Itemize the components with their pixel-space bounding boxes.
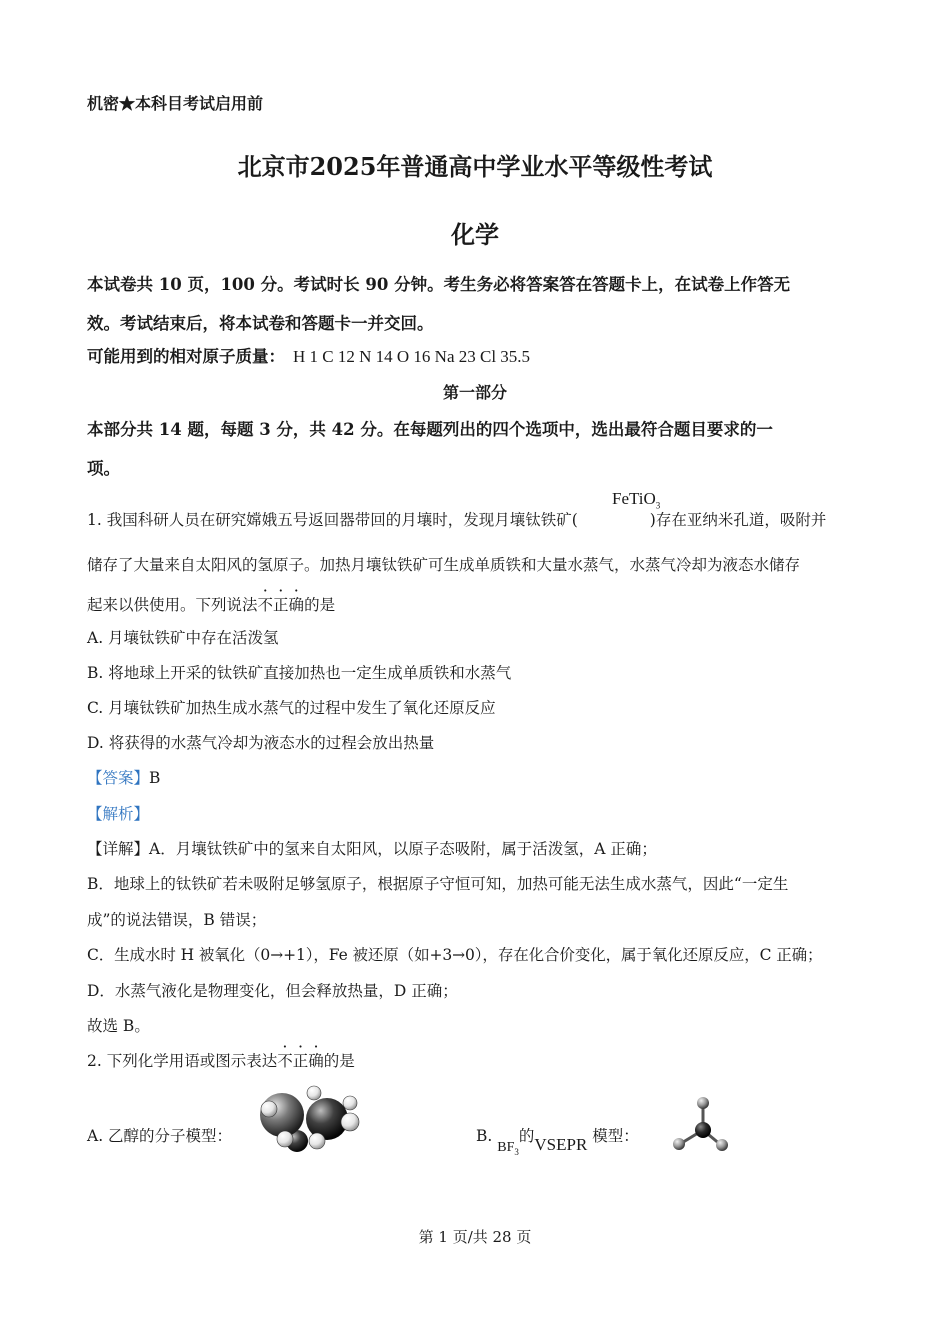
page-footer: 第 1 页/共 28 页 [418,1228,532,1246]
q1-detail-a: 【详解】A．月壤钛铁矿中的氢来自太阳风，以原子态吸附，属于活泼氢，A 正确； [87,840,657,858]
q1-option-a: A. 月壤钛铁矿中存在活泼氢 [87,629,279,647]
atomic-masses-values: H 1 C 12 N 14 O 16 Na 23 Cl 35.5 [293,347,531,366]
q2-option-b-label: B. $BF_3$的VSEPR 模型： [476,1127,639,1157]
q2-option-a-label: A. 乙醇的分子模型： [87,1127,233,1145]
part-one-title: 第一部分 [442,383,507,402]
confidential-notice: 机密★本科目考试启用前 [87,94,264,113]
q1-detail-d: D．水蒸气液化是物理变化，但会释放热量，D 正确； [87,982,458,1000]
q1-option-d: D. 将获得的水蒸气冷却为液态水的过程会放出热量 [87,734,435,752]
answer-tag: 【答案】 [87,769,150,787]
emphasis-char: 正 [292,1052,309,1070]
q2-stem: 2. 下列化学用语或图示表达不正确的是 [87,1052,355,1070]
formula-bf3: $BF_3$ [497,1140,519,1157]
q1-conclusion: 故选 B。 [87,1017,150,1035]
q1-analysis-tag: 【解析】 [87,805,150,823]
exam-title: 北京市2025年普通高中学业水平等级性考试 [237,152,713,181]
q1-detail-b-2: 成”的说法错误，B 错误； [87,911,267,929]
q1-answer: 【答案】B [87,769,161,787]
q1-detail-b-1: B．地球上的钛铁矿若未吸附足够氢原子，根据原子守恒可知，加热可能无法生成水蒸气，因此“一定生 [87,875,789,893]
instructions-line-2: 效。考试结束后，将本试卷和答题卡一并交回。 [87,314,434,333]
q1-stem-line-1: 1. 我国科研人员在研究嫦娥五号返回器带回的月壤时，发现月壤钛铁矿( )存在亚纳米孔道，吸附并 [87,511,827,529]
q1-stem-line-2: 储存了大量来自太阳风的氢原子。加热月壤钛铁矿可生成单质铁和大量水蒸气，水蒸气冷却为液态水储存 [87,556,801,574]
q1-option-c: C. 月壤钛铁矿加热生成水蒸气的过程中发生了氧化还原反应 [87,699,496,717]
instructions-line-1: 本试卷共 10 页，100 分。考试时长 90 分钟。考生务必将答案答在答题卡上，在试卷上作答无 [87,275,791,294]
ethanol-molecule-model [252,1085,364,1155]
q1-option-b: B. 将地球上开采的钛铁矿直接加热也一定生成单质铁和水蒸气 [87,664,512,682]
formula-fetio3: FeTiO$_3$ [612,489,661,511]
emphasis-char: 确 [288,596,305,614]
emphasis-char: 正 [273,596,289,614]
part-one-description-1: 本部分共 14 题，每题 3 分，共 42 分。在每题列出的四个选项中，选出最符合题目要求的一 [87,420,773,439]
q1-stem-line-3: 起来以供使用。下列说法不正确的是 [87,596,336,614]
emphasis-char: 不 [277,1052,293,1070]
subject-title: 化学 [451,220,499,249]
part-one-description-2: 项。 [87,459,120,478]
q1-detail-c: C．生成水时 H 被氧化（0→+1），Fe 被还原（如+3→0），存在化合价变化，属于氧化还原反应，C 正确； [87,946,823,964]
atomic-masses [87,343,530,367]
emphasis-char: 不 [257,596,274,614]
emphasis-char: 确 [308,1052,324,1070]
bf3-vsepr-model [668,1094,734,1156]
atomic-masses-label: 可能用到的相对原子质量： [87,347,285,366]
